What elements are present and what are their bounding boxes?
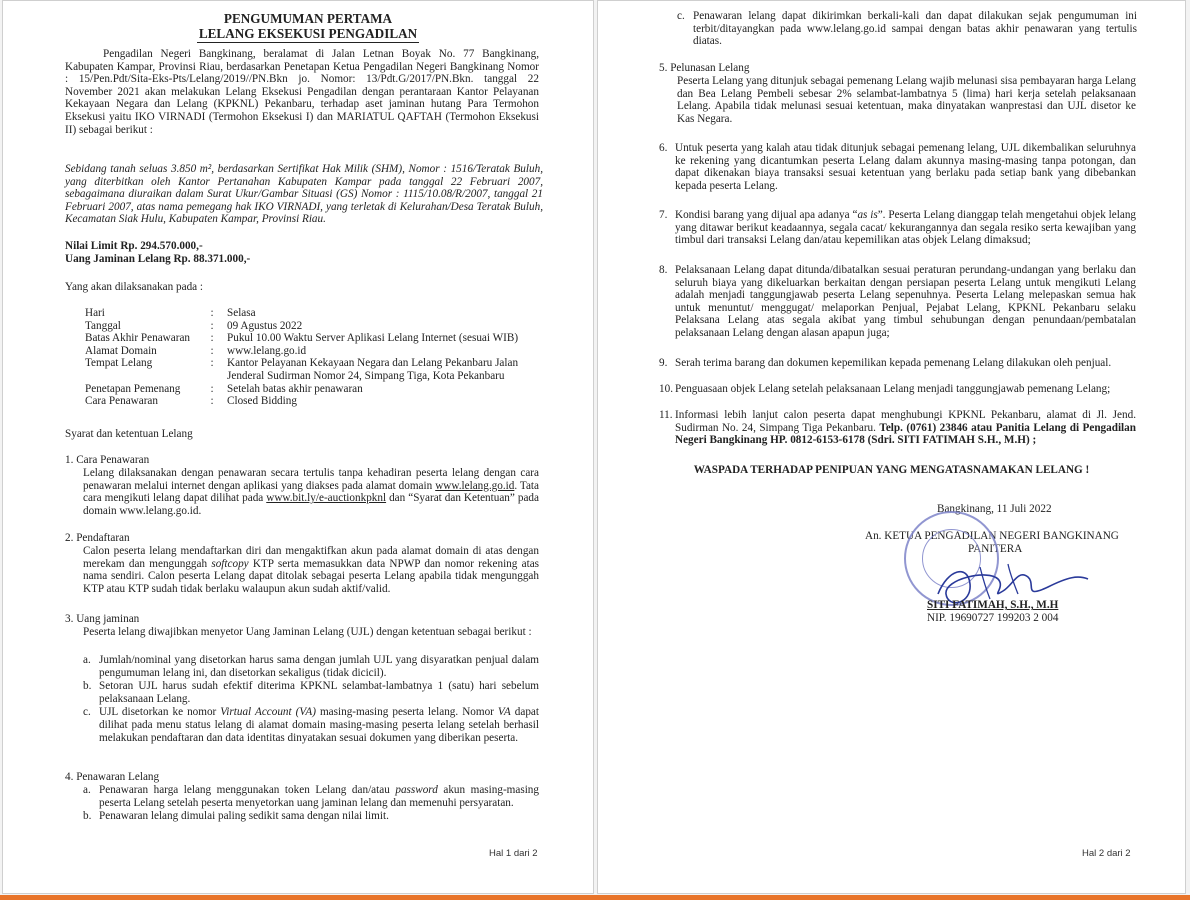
page-1	[2, 0, 594, 894]
schedule-row: Penetapan Pemenang : Setelah batas akhir penawaran	[85, 382, 363, 395]
section-3-list	[83, 654, 539, 744]
list-item: c. Penawaran lelang dapat dikirimkan berkali-kali dan dapat dilakukan sejak pengumuman ini terbit/ditayangkan pada www.lelang.go.id sampai dengan batas akhir penawaran yang tertulis diatas.	[677, 10, 1137, 48]
terms-heading: Syarat dan ketentuan Lelang	[65, 428, 193, 440]
section-6: 6. Untuk peserta yang kalah atau tidak ditunjuk sebagai pemenang lelang, UJL dikembalikan seluruhnya ke rekening yang dicantumkan peserta Lelang dalam akunnya masing-masing tanpa potongan, dan dapat dikenakan biaya transaksi sesuai ketentuan yang berlaku pada setiap bank yang dibebankan kepada peserta Lelang.	[659, 142, 1136, 192]
page-2	[597, 0, 1186, 894]
schedule-row: Cara Penawaran : Closed Bidding	[85, 395, 297, 408]
uang-jaminan: Uang Jaminan Lelang Rp. 88.371.000,-	[65, 253, 251, 265]
section-1-body: Lelang dilaksanakan dengan penawaran secara tertulis tanpa kehadiran peserta lelang dengan cara penawaran melalui internet dengan aplikasi yang diakses pada alamat domain www.lelang.go.id. Tata cara mengikuti lelang dapat dilihat pada www.bit.ly/e-auctionkpknl dan “Syarat dan Ketentuan” pada domain www.lelang.go.id.	[83, 467, 540, 517]
warning-notice: WASPADA TERHADAP PENIPUAN YANG MENGATASNAMAKAN LELANG !	[693, 464, 1090, 476]
list-item: a. Jumlah/nominal yang disetorkan harus sama dengan jumlah UJL yang disyaratkan penjual dalam pengumuman lelang ini, dan disetorkan sekaligus (tidak dicicil).	[83, 654, 539, 679]
list-item: b. Setoran UJL harus sudah efektif diterima KPKNL selambat-lambatnya 1 (satu) hari sebelum pelaksanaan Lelang.	[83, 680, 539, 705]
bitly-link[interactable]: www.bit.ly/e-auctionkpknl	[266, 492, 387, 505]
schedule-table	[85, 307, 532, 408]
list-item: c. UJL disetorkan ke nomor Virtual Account (VA) masing-masing peserta lelang. Nomor VA dapat dilihat pada menu status lelang di alamat domain masing-masing peserta lelang setelah berhasil melakukan pendaftaran dan data identitas dinyatakan sesuai dokumen yang diberikan peserta.	[83, 706, 539, 744]
section-3-body: Peserta lelang diwajibkan menyetor Uang Jaminan Lelang (UJL) dengan ketentuan sebagai berikut :	[83, 626, 532, 638]
section-5-body: Peserta Lelang yang ditunjuk sebagai pemenang Lelang wajib melunasi sisa pembayaran harga Lelang dan Bea Lelang Pembeli sebesar 2% selambat-lambatnya 5 (lima) hari kerja setelah pelaksanaan Lelang. Apabila tidak melunasi sesuai ketentuan, maka dinyatakan wanprestasi dan UJL disetor ke Kas Negara.	[677, 75, 1136, 125]
section-3-title: 3. Uang jaminan	[65, 613, 140, 625]
list-item: b. Penawaran lelang dimulai paling sedikit sama dengan nilai limit.	[83, 810, 389, 823]
section-10: 10. Penguasaan objek Lelang setelah pelaksanaan Lelang menjadi tanggungjawab pemenang Lelang;	[659, 383, 1111, 395]
section-2-title: 2. Pendaftaran	[65, 532, 130, 544]
page-title: PENGUMUMAN PERTAMA	[223, 11, 393, 26]
schedule-row: Batas Akhir Penawaran : Pukul 10.00 Waktu Server Aplikasi Lelang Internet (sesuai WIB)	[85, 332, 519, 345]
section-11: 11. Informasi lebih lanjut calon peserta dapat menghubungi KPKNL Pekanbaru, alamat di Jl. Jend. Sudirman No. 24, Simpang Tiga Pekanbaru. Telp. (0761) 23846 atau Panitia Lelang di Pengadilan Negeri Bangkinang HP. 0812-6153-6178 (Sdri. SITI FATIMAH S.H., M.H) ;	[659, 409, 1136, 447]
item-c	[677, 10, 1137, 48]
schedule-row: Alamat Domain : www.lelang.go.id	[85, 344, 307, 357]
section-9: 9. Serah terima barang dan dokumen kepemilikan kepada pemenang Lelang dilakukan oleh penjual.	[659, 357, 1112, 369]
nilai-limit: Nilai Limit Rp. 294.570.000,-	[65, 240, 203, 252]
schedule-row: Hari : Selasa	[85, 307, 256, 319]
section-4-list	[83, 784, 539, 823]
signer-office: An. KETUA PENGADILAN NEGERI BANGKINANG	[865, 530, 1119, 542]
signer-nip: NIP. 19690727 199203 2 004	[927, 612, 1059, 624]
page-number: Hal 2 dari 2	[1082, 848, 1131, 859]
section-8: 8. Pelaksanaan Lelang dapat ditunda/dibatalkan sesuai peraturan perundang-undangan yang berlaku dan seluruh biaya yang dikeluarkan berkaitan dengan persiapan peserta Lelang untuk mengikuti Lelang adalah menjadi tanggungjawab peserta Lelang sepenuhnya. Peserta Lelang melepaskan semua hak untuk menuntut/ menggugat/ melaporkan Penjual, Pejabat Lelang, KPKNL Pekanbaru selaku Pelaksana Lelang atas segala akibat yang timbul sehubungan dengan penundaan/pembatalan pelaksanaan Lelang dengan alasan apapun juga;	[659, 264, 1136, 339]
section-5-title: 5. Pelunasan Lelang	[659, 62, 750, 74]
section-7: 7. Kondisi barang yang dijual apa adanya “as is”. Peserta Lelang dianggap telah mengetahui objek lelang yang ditawar berikut keadaannya, segala cacat/ kekurangannya dan segala resiko serta kewajiban yang timbul dari transaksi Lelang dan/atau kepemilikan atas objek Lelang dimaksud;	[659, 209, 1137, 247]
signer-name: SITI FATIMAH, S.H., M.H	[927, 599, 1059, 611]
object-description: Sebidang tanah seluas 3.850 m², berdasarkan Sertifikat Hak Milik (SHM), Nomor : 1516/Teratak Buluh, yang diterbitkan oleh Kantor Pertanahan Kabupaten Kampar pada tanggal 22 Februari 2007, sebagaimana diuraikan dalam Surat Ukur/Gambar Situasi (GS) Nomor : 1115/10.08/R/2007, tanggal 21 Februari 2007, atas nama pemegang hak IKO VIRNADI, yang terletak di Kelurahan/Desa Teratak Buluh, Kecamatan Siak Hulu, Kabupaten Kampar, Provinsi Riau.	[65, 163, 543, 226]
schedule-intro: Yang akan dilaksanakan pada :	[65, 281, 204, 293]
place-date: Bangkinang, 11 Juli 2022	[937, 503, 1052, 515]
page-subtitle: LELANG EKSEKUSI PENGADILAN	[198, 26, 418, 41]
list-item: a. Penawaran harga lelang menggunakan token Lelang dan/atau password akun masing-masing peserta Lelang setelah peserta menyetorkan uang jaminan lelang dan memenuhi persyaratan.	[83, 784, 539, 809]
section-2-body: Calon peserta lelang mendaftarkan diri dan mengaktifkan akun pada alamat domain di atas dengan merekam dan mengunggah softcopy KTP serta memasukkan data NPWP dan nomor rekening atas nama sendiri. Calon peserta Lelang dapat ditolak sebagai peserta Lelang apabila tidak mengunggah KTP atau KTP sudah tidak berlaku walaupun akun sudah aktif/valid.	[83, 545, 540, 595]
signer-role: PANITERA	[968, 543, 1023, 555]
schedule-row: Tempat Lelang : Kantor Pelayanan Kekayaan Negara dan Lelang Pekanbaru Jalan Jenderal Sudirman Nomor 24, Simpang Tiga, Kota Pekanbaru	[85, 357, 519, 382]
section-1-title: 1. Cara Penawaran	[65, 454, 150, 466]
accent-bar	[0, 895, 1190, 900]
schedule-row: Tanggal : 09 Agustus 2022	[85, 319, 303, 332]
intro-paragraph: Pengadilan Negeri Bangkinang, beralamat di Jalan Letnan Boyak No. 77 Bangkinang, Kabupaten Kampar, Provinsi Riau, berdasarkan Penetapan Ketua Pengadilan Negeri Bangkinang Nomor : 15/Pen.Pdt/Sita-Eks-Pts/Lelang/2019//PN.Bkn jo. Nomor: 13/Pdt.G/2017/PN.Bkn. tanggal 22 November 2021 akan melakukan Lelang Eksekusi Pengadilan dengan perantaraan Kantor Pelayanan Kekayaan Negara dan Lelang (KPKNL) Pekanbaru, terhadap aset jaminan hutang Para Termohon Eksekusi yaitu IKO VIRNADI (Termohon Eksekusi I) dan MARIATUL QAFTAH (Termohon Eksekusi II) sebagai berikut :	[65, 48, 539, 136]
page-number: Hal 1 dari 2	[489, 848, 538, 859]
lelang-link[interactable]: www.lelang.go.id	[435, 479, 515, 492]
section-4-title: 4. Penawaran Lelang	[65, 771, 160, 783]
